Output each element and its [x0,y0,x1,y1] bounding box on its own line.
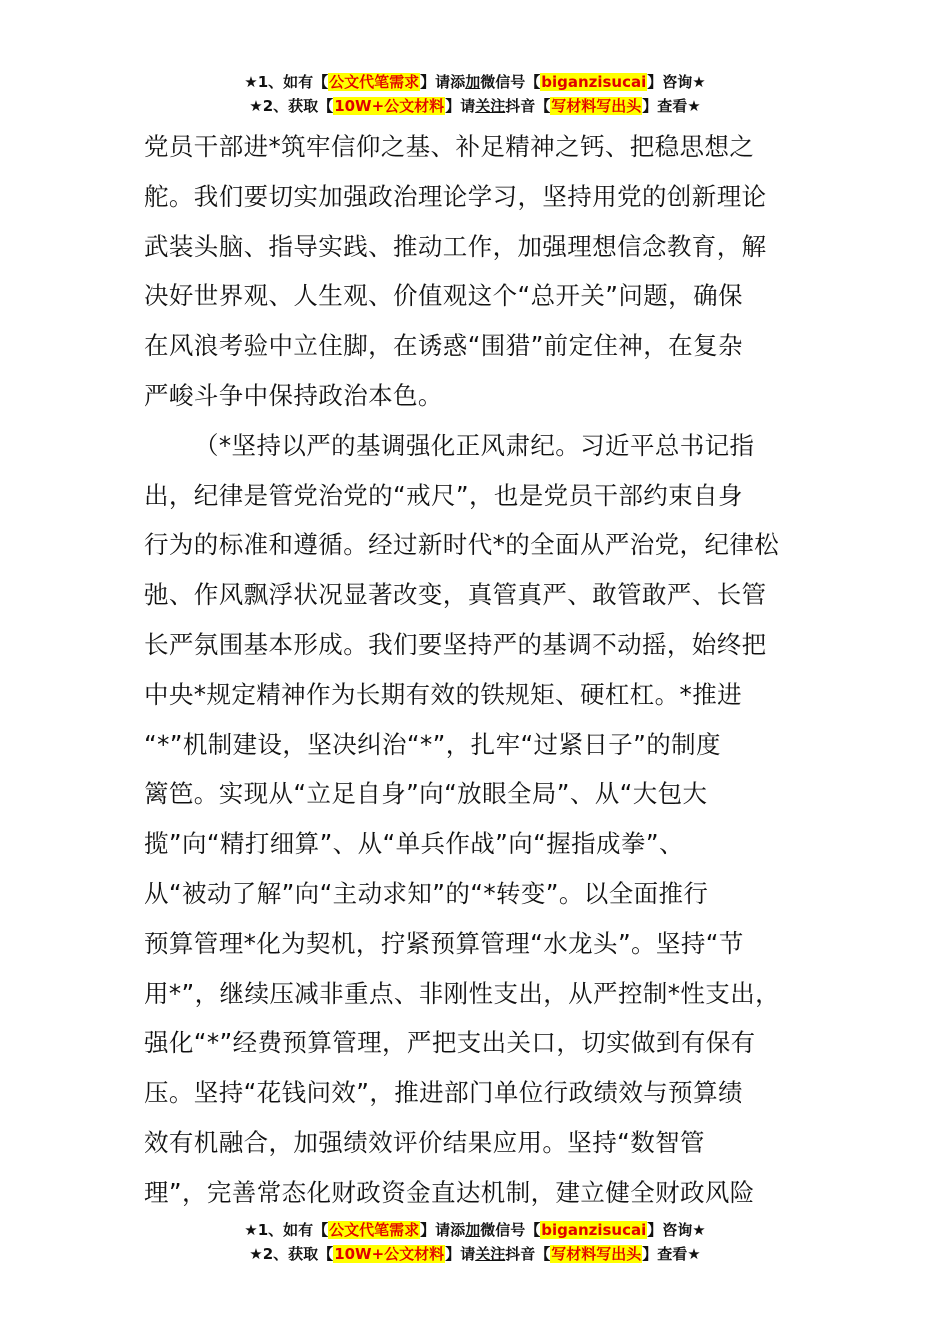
body-text [144,122,808,1218]
text-line: 出，纪律是管党治党的“戒尺”，也是党员干部约束自身 [144,480,743,510]
text-line: 篱笆。实现从“立足自身”向“放眼全局”、从“大包大 [144,779,708,809]
douyin-account: 写材料写出头 [551,97,642,115]
text-line: 舵。我们要切实加强政治理论学习，坚持用党的创新理论 [144,181,767,211]
highlight-text: 10W+公文材料 [334,97,445,115]
text-line: 强化“*”经费预算管理，严把支出关口，切实做到有保有 [144,1028,756,1058]
text-line: 党员干部进*筑牢信仰之基、补足精神之钙、把稳思想之 [144,132,755,161]
text-line: 压。坚持“花钱问效”，推进部门单位行政绩效与预算绩 [144,1078,743,1108]
promo-line-2: ★2、获取【10W+公文材料】请关注抖音【写材料写出头】查看★ [249,97,701,115]
text-line: 从“被动了解”向“主动求知”的“*转变”。以全面推行 [144,878,709,908]
text-line: （*坚持以严的基调强化正风肃纪。习近平总书记指 [194,430,755,460]
text-line: 在风浪考验中立住脚，在诱惑“围猎”前定住神，在复杂 [144,331,743,361]
text-line: 长严氛围基本形成。我们要坚持严的基调不动摇，始终把 [144,629,767,659]
text-line: 中央*规定精神作为长期有效的铁规矩、硬杠杠。*推进 [144,679,742,709]
text-line: 揽”向“精打细算”、从“单兵作战”向“握指成拳”、 [144,829,684,859]
promo-line-1: ★1、如有【公文代笔需求】请添加微信号【biganzisucai】咨询★ [244,73,706,91]
promo-line-1: ★1、如有【公文代笔需求】请添加微信号【biganzisucai】咨询★ [244,1221,706,1239]
text-line: 用*”，继续压减非重点、非刚性支出，从严控制*性支出， [144,978,780,1008]
text-line: 行为的标准和遵循。经过新时代*的全面从严治党，纪律松 [144,530,780,560]
promo-banner-bottom [0,1218,950,1266]
highlight-text: 10W+公文材料 [334,1245,445,1263]
text-line: 效有机融合，加强绩效评价结果应用。坚持“数智管 [144,1127,705,1157]
wechat-id: biganzisucai [541,1221,647,1239]
promo-line-2: ★2、获取【10W+公文材料】请关注抖音【写材料写出头】查看★ [249,1245,701,1263]
text-line: 武装头脑、指导实践、推动工作，加强理想信念教育，解 [144,231,767,261]
text-line: 严峻斗争中保持政治本色。 [144,380,443,410]
douyin-account: 写材料写出头 [551,1245,642,1263]
highlight-text: 公文代笔需求 [329,1221,420,1239]
text-line: 预算管理*化为契机，拧紧预算管理“水龙头”。坚持“节 [144,928,744,958]
text-line: “*”机制建设，坚决纠治“*”，扎牢“过紧日子”的制度 [144,729,721,759]
text-line: 理”，完善常态化财政资金直达机制，建立健全财政风险 [144,1177,755,1207]
wechat-id: biganzisucai [541,73,647,91]
text-line: 决好世界观、人生观、价值观这个“总开关”问题，确保 [144,281,743,311]
highlight-text: 公文代笔需求 [329,73,420,91]
text-line: 弛、作风飘浮状况显著改变，真管真严、敢管敢严、长管 [144,580,767,610]
promo-banner-top [0,70,950,118]
